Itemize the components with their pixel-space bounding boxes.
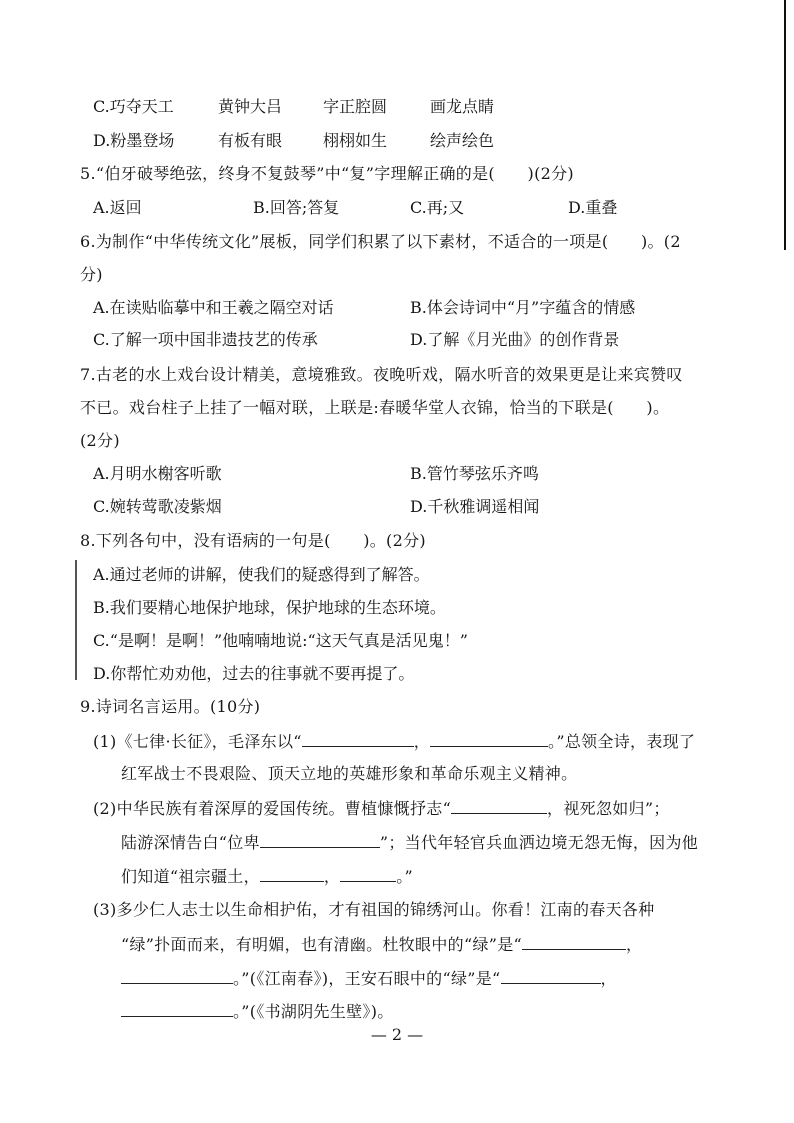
q9-p2-text-f: ， — [323, 867, 341, 886]
q9-p2-text-c: 陆游深情告白“位卑 — [121, 833, 260, 852]
q8-option-a: A.通过老师的讲解，使我们的疑惑得到了解答。 — [93, 565, 430, 584]
q6-option-b: B.体会诗词中“月”字蕴含的情感 — [410, 298, 636, 317]
q7-option-b: B.管竹琴弦乐齐鸣 — [410, 464, 539, 483]
row-d-item-4: 绘声绘色 — [430, 131, 495, 150]
q9-part3-line3 — [121, 967, 617, 990]
answer-blank-7[interactable] — [522, 933, 626, 950]
q5-option-b: B.回答;答复 — [253, 198, 340, 217]
q9-p3-text-c: ， — [626, 935, 643, 954]
q9-p1-text-a: (1)《七律·长征》，毛泽东以“ — [93, 732, 302, 751]
q5-stem: 5.“伯牙破琴绝弦，终身不复鼓琴”中“复”字理解正确的是( )(2分) — [80, 164, 574, 183]
row-c-item-4: 画龙点睛 — [430, 97, 495, 116]
row-d-item-3: 栩栩如生 — [323, 131, 388, 150]
q9-part1-line1 — [93, 730, 695, 753]
answer-blank-3[interactable] — [451, 797, 547, 814]
q8-stem: 8.下列各句中，没有语病的一句是( )。(2分) — [80, 531, 426, 550]
q8-option-c: C.“是啊！是啊！”他喃喃地说:“这天气真是活见鬼！” — [93, 631, 468, 650]
answer-blank-1[interactable] — [302, 730, 414, 747]
margin-mark — [75, 560, 77, 680]
q7-option-d: D.千秋雅调遥相闻 — [410, 497, 540, 516]
q7-stem-line1: 7.古老的水上戏台设计精美，意境雅致。夜晚听戏，隔水听音的效果更是让来宾赞叹 — [80, 365, 683, 384]
answer-blank-9[interactable] — [501, 967, 601, 984]
answer-blank-8[interactable] — [121, 967, 233, 984]
answer-blank-4[interactable] — [260, 831, 380, 848]
q9-p2-text-d: ”；当代年轻官兵血洒边境无怨无悔，因为他 — [379, 833, 699, 852]
q6-option-a: A.在读贴临摹中和王羲之隔空对话 — [93, 298, 334, 317]
q9-p2-text-e: 们知道“祖宗疆土， — [121, 867, 260, 886]
q9-part2-line2 — [121, 831, 698, 854]
answer-blank-2[interactable] — [430, 730, 548, 747]
q7-stem-line3: (2分) — [80, 431, 120, 450]
q9-p3-text-b: “绿”扑面而来，有明媚，也有清幽。杜牧眼中的“绿”是“ — [121, 935, 522, 954]
q9-part2-line3 — [121, 865, 413, 888]
q6-option-d: D.了解《月光曲》的创作背景 — [410, 330, 620, 349]
row-c-item-3: 字正腔圆 — [323, 97, 388, 116]
q9-p2-text-a: (2)中华民族有着深厚的爱国传统。曹植慷慨抒志“ — [93, 799, 452, 818]
q6-stem-line1: 6.为制作“中华传统文化”展板，同学们积累了以下素材，不适合的一项是( )。(2 — [80, 232, 681, 251]
q5-option-c: C.再;又 — [410, 198, 465, 217]
q9-p2-text-g: 。” — [396, 867, 413, 886]
q9-p3-text-f: 。”(《书湖阴先生壁》)。 — [233, 1002, 394, 1021]
answer-blank-5[interactable] — [260, 865, 324, 882]
q9-part3-line2 — [121, 933, 642, 956]
q9-part1-line2: 红军战士不畏艰险、顶天立地的英雄形象和革命乐观主义精神。 — [121, 764, 578, 783]
scan-edge-line — [784, 0, 786, 250]
q9-p1-text-b: ， — [413, 732, 431, 751]
q7-stem-line2: 不已。戏台柱子上挂了一幅对联，上联是:春暖华堂人衣锦，恰当的下联是( )。 — [80, 398, 670, 417]
row-d-item-1: D.粉墨登场 — [93, 131, 175, 150]
q8-option-b: B.我们要精心地保护地球，保护地球的生态环境。 — [93, 598, 446, 617]
q5-option-a: A.返回 — [93, 198, 142, 217]
answer-blank-6[interactable] — [340, 865, 396, 882]
q9-part3-line4 — [121, 1000, 394, 1023]
q9-p2-text-b: ，视死忽如归”； — [547, 799, 670, 818]
row-d-item-2: 有板有眼 — [218, 131, 283, 150]
q8-option-d: D.你帮忙劝劝他，过去的往事就不要再提了。 — [93, 664, 415, 683]
q9-p1-text-c: 。”总领全诗，表现了 — [548, 732, 696, 751]
q7-option-c: C.婉转莺歌凌紫烟 — [93, 497, 222, 516]
q9-part3-line1: (3)多少仁人志士以生命相护佑，才有祖国的锦绣河山。你看！江南的春天各种 — [93, 900, 655, 919]
q9-p3-text-d: 。”(《江南春》)，王安石眼中的“绿”是“ — [233, 969, 501, 988]
q6-stem-line2: 分) — [80, 265, 103, 284]
answer-blank-10[interactable] — [121, 1000, 233, 1017]
row-c-item-1: C.巧夺天工 — [93, 97, 174, 116]
row-c-item-2: 黄钟大吕 — [218, 97, 283, 116]
q6-option-c: C.了解一项中国非遗技艺的传承 — [93, 330, 318, 349]
q9-stem: 9.诗词名言运用。(10分) — [80, 697, 261, 716]
page-number: — 2 — — [370, 1025, 424, 1044]
q9-p3-text-e: ， — [600, 969, 617, 988]
q7-option-a: A.月明水榭客听歌 — [93, 464, 222, 483]
q9-part2-line1 — [93, 797, 670, 820]
q5-option-d: D.重叠 — [568, 198, 618, 217]
